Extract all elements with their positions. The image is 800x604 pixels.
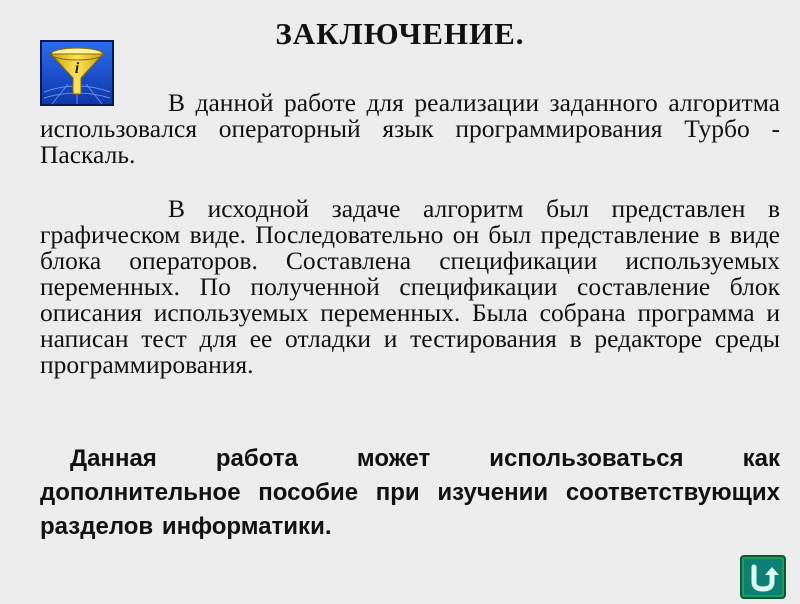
svg-text:i: i	[74, 60, 80, 77]
return-button[interactable]	[740, 555, 786, 599]
return-arrow-icon	[740, 555, 786, 599]
intro-paragraph: В данной работе для реализации заданного алгоритма использовался операторный язык программирования Турбо - Паскаль.	[40, 88, 780, 169]
process-paragraph: В исходной задаче алгоритм был представлен в графическом виде. Последовательно он был представление в виде блока операторов. Составлена спецификации используемых переменных. По полученной спецификации составление блок описания используемых переменных. Была собрана программа и написан тест для ее отладки и тестирования в редакторе среды программирования.	[40, 194, 780, 379]
slide-title: ЗАКЛЮЧЕНИЕ.	[275, 16, 525, 51]
conclusion-paragraph: Данная работа может использоваться как дополнительное пособие при изучении соответствующих разделов информатики.	[40, 445, 780, 540]
